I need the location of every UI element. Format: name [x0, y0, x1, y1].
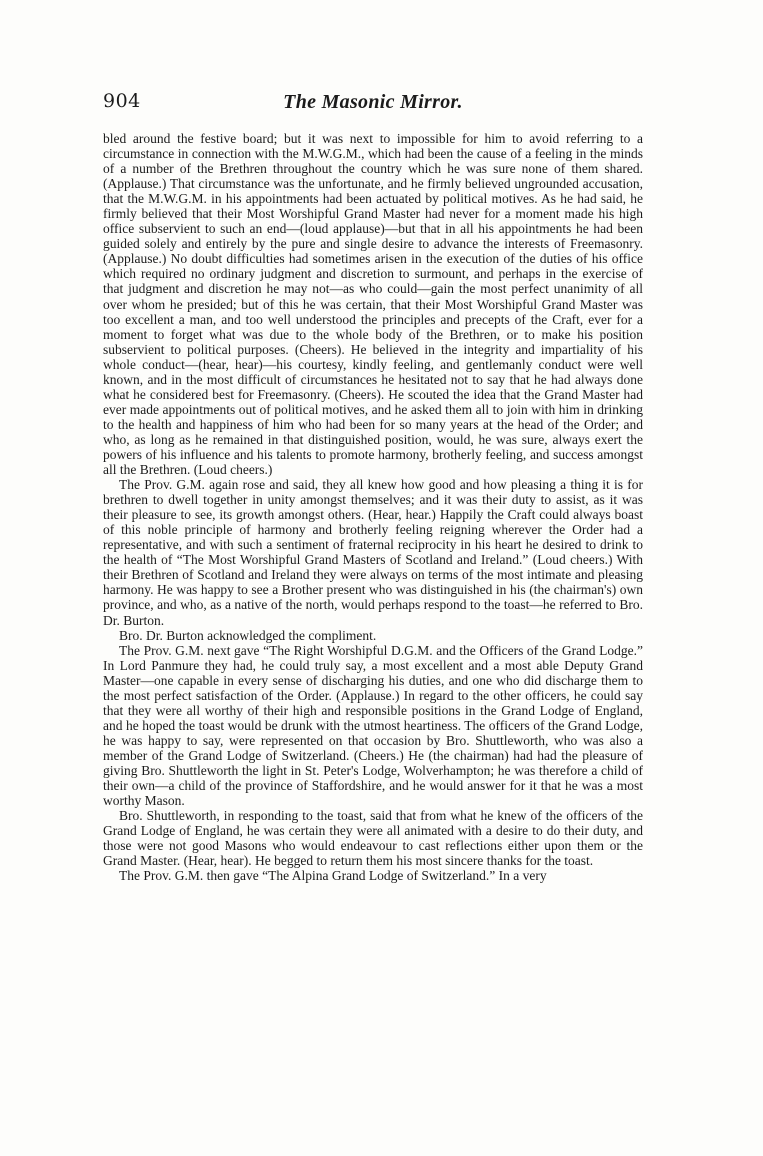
page-number: 904 — [103, 90, 141, 112]
paragraph-toast-alpina: The Prov. G.M. then gave “The Alpina Grand Lodge of Switzerland.” In a very — [119, 868, 547, 884]
paragraph-burton-reply: Bro. Dr. Burton acknowledged the compliment. — [119, 627, 377, 643]
article-body — [103, 131, 643, 883]
paragraph-shuttleworth-reply: Bro. Shuttleworth, in responding to the toast, said that from what he knew of the officers of the Grand Lodge of England, he was certain they were all animated with a desire to do their duty, and those were not good Masons who would endeavour to cast reflections either upon them or the Grand Master. (Hear, hear). He begged to return them his most sincere thanks for the toast. — [103, 808, 643, 869]
paragraph-toast-grand-master: bled around the festive board; but it was next to impossible for him to avoid referring to a circumstance in connection with the M.W.G.M., which had been the cause of a feeling in the minds of a number of the Brethren throughout the country which he was sure none of them shared. (Applause.) That circumstance was the unfortunate, and he firmly believed ungrounded accusation, that the M.W.G.M. in his appointments had been actuated by political motives. As he had said, he firmly believed that their Most Worshipful Grand Master had never for a moment made his high office subservient to such an end—(loud applause)—but that in all his appointments he had been guided solely and entirely by the pure and single desire to advance the interests of Freemasonry. (Applause.) No doubt difficulties had sometimes arisen in the execution of the duties of his office which required no ordinary judgment and discretion to surmount, and perhaps in the exercise of that judgment and discretion he may not—as who could—gain the most perfect unanimity of all over whom he presided; but of this he was certain, that their Most Worshipful Grand Master was too excellent a man, and too well understood the principles and precepts of the Craft, ever for a moment to forget what was due to the whole body of the Brethren, or to make his position subservient to political purposes. (Cheers). He believed in the integrity and impartiality of his whole conduct—(hear, hear)—his courtesy, kindly feeling, and gentlemanly conduct were well known, and in the most difficult of circumstances he hesitated not to say that he had always done what he considered best for Freemasonry. (Cheers). He scouted the idea that the Grand Master had ever made appointments out of political motives, and he asked them all to join with him in drinking to the health and happiness of him who had been for so many years at the head of the Order; and who, as long as he remained in that distinguished position, would, he was sure, always exert the powers of his influence and his talents to promote harmony, brotherly feeling, and success amongst all the Brethren. (Loud cheers.) — [103, 131, 643, 478]
paragraph-toast-scotland-ireland: The Prov. G.M. again rose and said, they all knew how good and how pleasing a thing it is for brethren to dwell together in unity amongst themselves; and it was their duty to assist, as it was their pleasure to see, its growth amongst others. (Hear, hear.) Happily the Craft could always boast of this noble principle of harmony and brotherly feeling reigning wherever the Order had a representative, and with such a sentiment of fraternal reciprocity in his heart he desired to drink to the health of “The Most Worshipful Grand Masters of Scotland and Ireland.” (Loud cheers.) With their Brethren of Scotland and Ireland they were always on terms of the most intimate and pleasing harmony. He was happy to see a Brother present who was distinguished in his (the chairman's) own province, and who, as a native of the north, would perhaps respond to the toast—he referred to Bro. Dr. Burton. — [103, 477, 643, 628]
page-header — [103, 90, 643, 118]
running-title: The Masonic Mirror. — [283, 91, 463, 113]
paragraph-toast-deputy-grand-master: The Prov. G.M. next gave “The Right Worshipful D.G.M. and the Officers of the Grand Lodge.” In Lord Panmure they had, he could truly say, a most excellent and a most able Deputy Grand Master—one capable in every sense of discharging his duties, and one who did discharge them to the most perfect satisfaction of the Order. (Applause.) In regard to the other officers, he could say that they were all worthy of their high and responsible positions in the Grand Lodge of England, and he hoped the toast would be drunk with the utmost heartiness. The officers of the Grand Lodge, he was happy to say, were represented on that occasion by Bro. Shuttleworth, who was also a member of the Grand Lodge of Switzerland. (Cheers.) He (the chairman) had had the pleasure of giving Bro. Shuttleworth the light in St. Peter's Lodge, Wolverhampton; he was therefore a child of their own—a child of the province of Staffordshire, and he would answer for it that he was a most worthy Mason. — [103, 642, 643, 809]
